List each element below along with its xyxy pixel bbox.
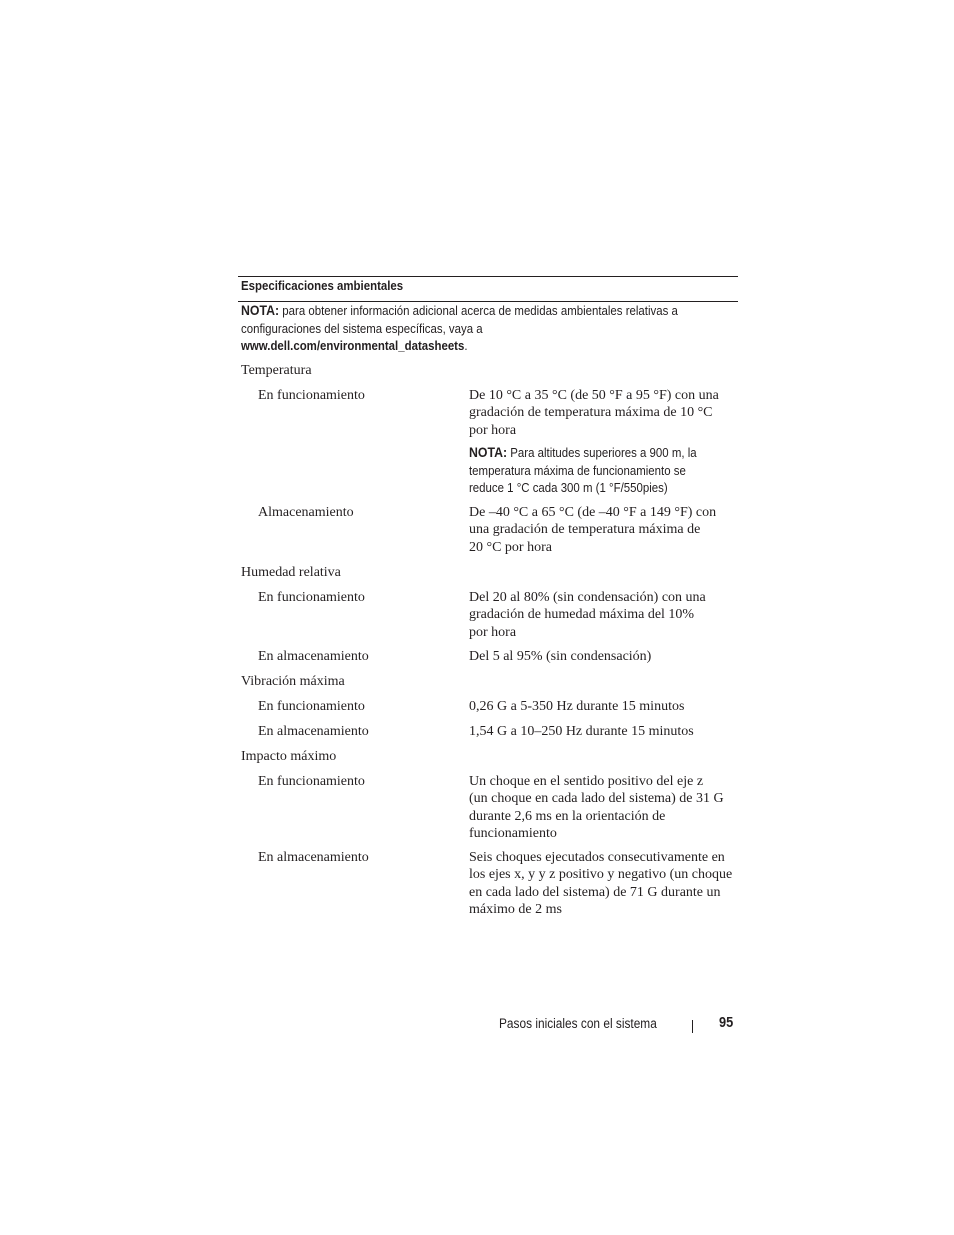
note-label: NOTA: xyxy=(241,302,280,318)
note-url-suffix: . xyxy=(464,338,468,353)
note-block xyxy=(241,302,801,355)
spec-value-line: gradación de temperatura máxima de 10 °C xyxy=(469,405,713,421)
spec-label: Almacenamiento xyxy=(258,505,354,520)
spec-value-line: por hora xyxy=(469,422,517,438)
spec-value-line: una gradación de temperatura máxima de xyxy=(469,522,701,538)
spec-value-line: los ejes x, y y z positivo y negativo (un choque xyxy=(469,867,733,883)
category-temperature: Temperatura xyxy=(241,363,312,378)
spec-label: En funcionamiento xyxy=(258,388,365,403)
spec-label: En almacenamiento xyxy=(258,649,369,664)
spec-label: En funcionamiento xyxy=(258,774,365,789)
spec-value xyxy=(469,504,739,556)
spec-label: En almacenamiento xyxy=(258,850,369,865)
note-text: Para altitudes superiores a 900 m, la xyxy=(510,445,697,460)
page-number: 95 xyxy=(719,1015,734,1031)
note-text: configuraciones del sistema específicas, vaya a xyxy=(241,320,483,336)
page-footer xyxy=(0,1015,954,1035)
spec-label: En funcionamiento xyxy=(258,590,365,605)
footer-separator xyxy=(692,1020,693,1033)
spec-value-line: (un choque en cada lado del sistema) de 31 G xyxy=(469,791,724,807)
spec-value-line: Del 20 al 80% (sin condensación) con una xyxy=(469,590,706,605)
spec-value-line: durante 2,6 ms en la orientación de xyxy=(469,808,666,824)
temperature-note xyxy=(469,444,728,497)
category-humidity: Humedad relativa xyxy=(241,565,341,580)
note-label: NOTA: xyxy=(469,444,508,460)
note-url: www.dell.com/environmental_datasheets xyxy=(241,338,465,353)
spec-value-line: gradación de humedad máxima del 10% xyxy=(469,607,695,623)
spec-value-line: Un choque en el sentido positivo del eje z xyxy=(469,774,704,789)
note-url-line xyxy=(241,337,734,355)
note-text: para obtener información adicional acerca de medidas ambientales relativas a xyxy=(282,303,678,318)
spec-label: En almacenamiento xyxy=(258,724,369,739)
category-shock: Impacto máximo xyxy=(241,749,337,764)
note-line xyxy=(241,302,734,320)
spec-label: En funcionamiento xyxy=(258,699,365,714)
footer-title: Pasos iniciales con el sistema xyxy=(499,1016,657,1031)
spec-value-line: De –40 °C a 65 °C (de –40 °F a 149 °F) con xyxy=(469,505,717,520)
spec-value xyxy=(469,648,739,665)
spec-value xyxy=(469,723,739,740)
spec-value-line: 0,26 G a 5-350 Hz durante 15 minutos xyxy=(469,699,685,714)
spec-value-line: 20 °C por hora xyxy=(469,539,552,555)
spec-value-line: funcionamiento xyxy=(469,825,557,841)
spec-value xyxy=(469,387,739,439)
spec-value-line: máximo de 2 ms xyxy=(469,901,562,917)
spec-value xyxy=(469,698,739,715)
top-rule xyxy=(238,276,738,277)
spec-value xyxy=(469,849,739,918)
spec-value-line: De 10 °C a 35 °C (de 50 °F a 95 °F) con una xyxy=(469,388,719,403)
spec-value-line: 1,54 G a 10–250 Hz durante 15 minutos xyxy=(469,724,694,739)
spec-value-line: en cada lado del sistema) de 71 G durante un xyxy=(469,884,721,900)
spec-value xyxy=(469,773,739,842)
category-vibration: Vibración máxima xyxy=(241,674,345,689)
section-title: Especificaciones ambientales xyxy=(241,278,404,293)
note-text: temperatura máxima de funcionamiento se xyxy=(469,462,686,478)
spec-value-line: Del 5 al 95% (sin condensación) xyxy=(469,649,652,664)
note-text: reduce 1 °C cada 300 m (1 °F/550pies) xyxy=(469,480,668,495)
spec-value-line: Seis choques ejecutados consecutivamente en xyxy=(469,850,725,865)
spec-value-line: por hora xyxy=(469,624,517,640)
spec-value xyxy=(469,589,739,641)
temperature-note-line xyxy=(469,444,697,462)
